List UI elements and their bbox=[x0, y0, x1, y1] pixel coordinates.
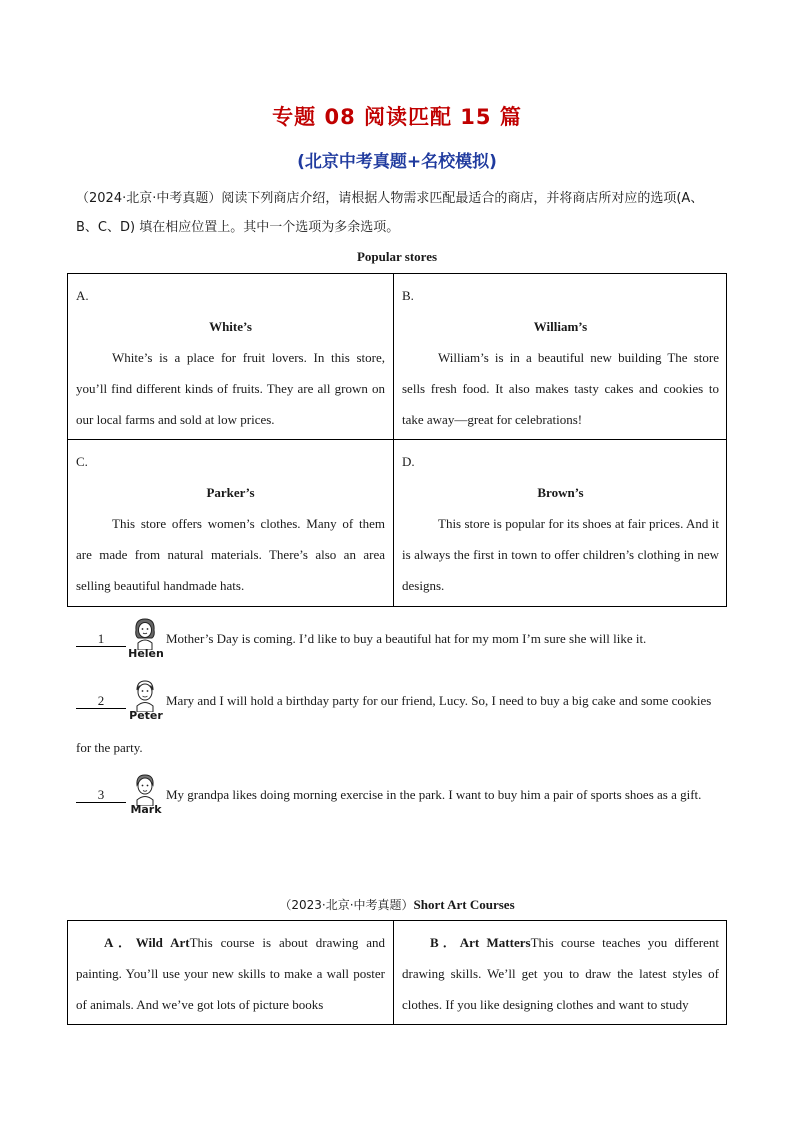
course-cell bbox=[68, 921, 394, 1024]
mark-avatar-icon bbox=[126, 778, 164, 817]
store-cell bbox=[68, 440, 394, 606]
store-name: William’s bbox=[533, 319, 588, 334]
course-name: Art Matters bbox=[459, 935, 531, 950]
course-name: Wild Art bbox=[135, 935, 190, 950]
store-description: This store is popular for its shoes at fair prices. And it is always the first in town to offer children’s clothing in new designs. bbox=[402, 516, 719, 593]
store-name: Parker’s bbox=[206, 485, 255, 500]
store-name: Brown’s bbox=[537, 485, 584, 500]
course-letter: B． bbox=[430, 935, 460, 950]
store-description: White’s is a place for fruit lovers. In this store, you’ll find different kinds of fruits. They are all grown on our local farms and sold at low prices. bbox=[76, 350, 385, 427]
answer-blank[interactable]: 1 bbox=[76, 631, 126, 647]
question-text: My grandpa likes doing morning exercise in the park. I want to buy him a pair of sports shoes as a gift. bbox=[166, 787, 702, 802]
peter-avatar-icon bbox=[126, 684, 164, 723]
person-name: Peter bbox=[129, 709, 163, 723]
section2-title: Short Art Courses bbox=[413, 897, 515, 912]
course-text: This course is about drawing and painting. You’ll use your new skills to make a wall poster of animals. And we’ve got lots of picture books bbox=[76, 935, 386, 1012]
store-name: White’s bbox=[209, 319, 252, 334]
stores-table bbox=[67, 273, 727, 607]
question-3 bbox=[76, 771, 720, 818]
store-description: William’s is in a beautiful new building The store sells fresh food. It also makes tasty cakes and cookies to take away—great for celebrations! bbox=[402, 350, 719, 427]
store-cell bbox=[68, 274, 394, 440]
store-letter: A. bbox=[76, 288, 89, 303]
question-text: Mother’s Day is coming. I’d like to buy a beautiful hat for my mom I’m sure she will like it. bbox=[166, 631, 647, 646]
course-cell bbox=[394, 921, 727, 1024]
table-caption: Popular stores bbox=[356, 249, 438, 264]
courses-table bbox=[67, 920, 727, 1025]
instructions: （2024·北京·中考真题）阅读下列商店介绍，请根据人物需求匹配最适合的商店，并将商店所对应的选项(A、B、C、D) 填在相应位置上。其中一个选项为多余选项。 bbox=[76, 191, 704, 235]
question-text: Mary and I will hold a birthday party for our friend, Lucy. So, I need to buy a big cake and some cookies for the party. bbox=[76, 693, 712, 755]
page-subtitle: (北京中考真题+名校模拟) bbox=[297, 152, 497, 172]
store-description: This store offers women’s clothes. Many of them are made from natural materials. There’s also an area selling beautiful handmade hats. bbox=[76, 516, 385, 593]
page-title: 专题 08 阅读匹配 15 篇 bbox=[272, 105, 522, 129]
answer-blank[interactable]: 2 bbox=[76, 693, 126, 709]
person-name: Mark bbox=[130, 803, 162, 817]
store-cell bbox=[394, 274, 727, 440]
store-cell bbox=[394, 440, 727, 606]
course-letter: A． bbox=[104, 935, 136, 950]
section2-header bbox=[0, 896, 794, 913]
person-name: Helen bbox=[128, 647, 164, 661]
helen-avatar-icon bbox=[126, 622, 164, 661]
course-text: This course teaches you different drawing skills. We’ll get you to draw the latest styles of clothes. If you like designing clothes and want to study bbox=[402, 935, 720, 1012]
question-1 bbox=[76, 615, 720, 662]
store-letter: C. bbox=[76, 454, 88, 469]
question-2 bbox=[76, 677, 720, 771]
store-letter: D. bbox=[402, 454, 415, 469]
answer-blank[interactable]: 3 bbox=[76, 787, 126, 803]
section2-source: （2023·北京·中考真题） bbox=[279, 898, 414, 912]
store-letter: B. bbox=[402, 288, 414, 303]
